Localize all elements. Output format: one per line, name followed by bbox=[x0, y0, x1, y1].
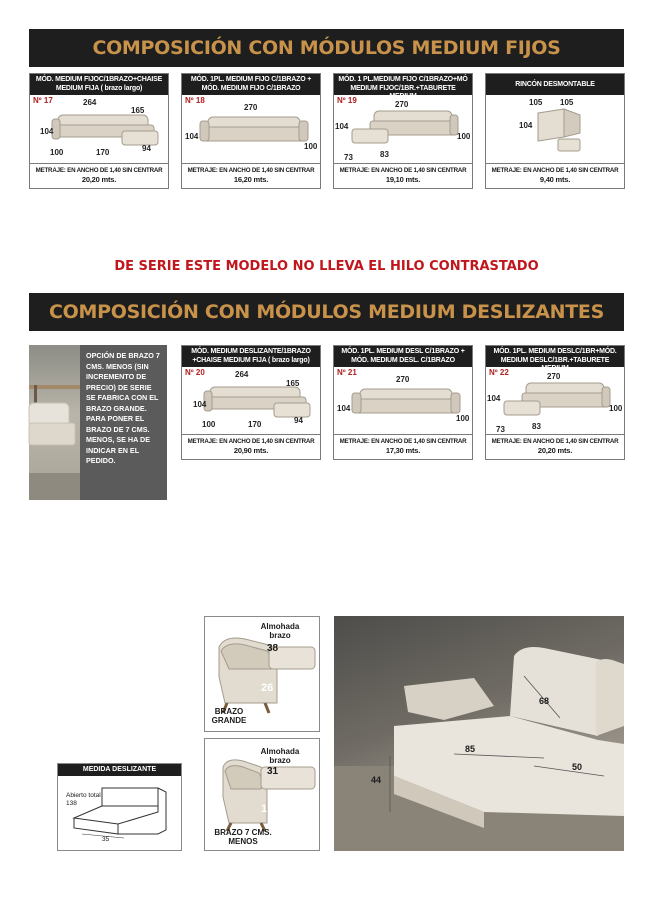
dim-height: 44 bbox=[371, 775, 382, 785]
dim-label: 165 bbox=[131, 106, 145, 115]
pillow-title: Almohada brazo bbox=[260, 747, 300, 765]
dim-label: 100 bbox=[457, 132, 471, 141]
dim-label: 105 bbox=[529, 98, 543, 107]
notice-text: DE SERIE ESTE MODELO NO LLEVA EL HILO CONTRASTADO bbox=[114, 259, 539, 274]
card-footer bbox=[182, 434, 320, 459]
composition-card bbox=[333, 73, 473, 189]
dim-label: 170 bbox=[248, 420, 262, 429]
corner-module-drawing bbox=[534, 107, 584, 155]
arm-option-note: OPCIÓN DE BRAZO 7 CMS. MENOS (SIN INCREMENTO DE PRECIO) DE SERIE SE FABRICA CON EL BRAZO GRANDE. PARA PONER EL BRAZO DE 7 CMS. MENOS, SE HA DE INDICAR EN EL PEDIDO. bbox=[80, 345, 167, 500]
metraje-value: 19,10 mts. bbox=[385, 175, 421, 184]
card-footer bbox=[486, 163, 624, 188]
card-diagram bbox=[182, 95, 320, 162]
card-header: MÓD. MEDIUM DESLIZANTE/1BRAZO +CHAISE MEDIUM FIJA ( brazo largo) bbox=[182, 346, 320, 367]
dim-label: 104 bbox=[337, 404, 351, 413]
arm-detail-small bbox=[204, 738, 320, 851]
card-diagram bbox=[334, 95, 472, 162]
model-number: Nº 21 bbox=[337, 368, 357, 377]
dim-label: 264 bbox=[83, 98, 97, 107]
dim-label: 73 bbox=[496, 425, 505, 434]
dim-label: 165 bbox=[286, 379, 300, 388]
metraje-value: 9,40 mts. bbox=[539, 175, 571, 184]
sofa-chaise-drawing bbox=[52, 109, 162, 149]
dim-back: 68 bbox=[539, 696, 550, 706]
card-footer bbox=[486, 434, 624, 459]
card-diagram bbox=[182, 367, 320, 434]
sofa-drawing bbox=[352, 387, 460, 417]
depth-label: 35 bbox=[102, 836, 110, 843]
metraje-label: METRAJE: EN ANCHO DE 1,40 SIN CENTRAR bbox=[35, 167, 163, 174]
composition-card bbox=[181, 345, 321, 460]
dim-label: 270 bbox=[244, 103, 258, 112]
metraje-label: METRAJE: EN ANCHO DE 1,40 SIN CENTRAR bbox=[491, 167, 619, 174]
card-header: MÓD. MEDIUM FIJOC/1BRAZO+CHAISE MEDIUM FIJA ( brazo largo) bbox=[30, 74, 168, 95]
model-number: Nº 20 bbox=[185, 368, 205, 377]
dim-label: 104 bbox=[40, 127, 54, 136]
dim-label: 104 bbox=[487, 394, 501, 403]
arm-detail-large bbox=[204, 616, 320, 732]
metraje-value: 20,20 mts. bbox=[81, 175, 117, 184]
metraje-value: 17,30 mts. bbox=[385, 446, 421, 455]
metraje-label: METRAJE: EN ANCHO DE 1,40 SIN CENTRAR bbox=[187, 438, 315, 445]
dim-label: 100 bbox=[202, 420, 216, 429]
metraje-value: 20,90 mts. bbox=[233, 446, 269, 455]
sofa-drawing bbox=[200, 115, 308, 145]
pillow-size: 31 bbox=[267, 766, 279, 777]
card-header: RINCÓN DESMONTABLE bbox=[486, 74, 624, 95]
model-number: Nº 19 bbox=[337, 96, 357, 105]
arm-label: BRAZO GRANDE bbox=[211, 707, 247, 725]
sliding-measure-box bbox=[57, 763, 182, 851]
section-title: COMPOSICIÓN CON MÓDULOS MEDIUM FIJOS bbox=[92, 37, 561, 59]
dim-label: 100 bbox=[609, 404, 623, 413]
metraje-value: 16,20 mts. bbox=[233, 175, 269, 184]
metraje-value: 20,20 mts. bbox=[537, 446, 573, 455]
sofa-ottoman-drawing bbox=[500, 379, 610, 421]
dim-label: 100 bbox=[50, 148, 64, 157]
dim-label: 104 bbox=[185, 132, 199, 141]
dim-label: 264 bbox=[235, 370, 249, 379]
composition-card bbox=[29, 73, 169, 189]
dim-label: 105 bbox=[560, 98, 574, 107]
composition-card bbox=[181, 73, 321, 189]
composition-card bbox=[485, 73, 625, 189]
arm-label: BRAZO 7 CMS. MENOS bbox=[214, 828, 272, 846]
card-footer bbox=[30, 163, 168, 188]
sofa-photo-drawing bbox=[334, 616, 624, 851]
dim-label: 170 bbox=[96, 148, 110, 157]
card-diagram bbox=[30, 95, 168, 162]
dim-seat-width: 50 bbox=[572, 762, 583, 772]
open-label: Abierto total 138 bbox=[66, 792, 101, 807]
dim-label: 270 bbox=[547, 372, 561, 381]
dim-label: 83 bbox=[380, 150, 389, 159]
card-footer bbox=[334, 434, 472, 459]
dim-label: 73 bbox=[344, 153, 353, 162]
dim-label: 270 bbox=[396, 375, 410, 384]
card-header: MÓD. 1 PL.MEDIUM FIJO C/1BRAZO+MÓ MEDIUM FIJOC/1BR.+TABURETE MEDIUM bbox=[334, 74, 472, 95]
dim-label: 104 bbox=[519, 121, 533, 130]
card-diagram bbox=[486, 95, 624, 162]
section-banner-fijos bbox=[29, 29, 624, 67]
dim-label: 270 bbox=[395, 100, 409, 109]
metraje-label: METRAJE: EN ANCHO DE 1,40 SIN CENTRAR bbox=[491, 438, 619, 445]
card-diagram bbox=[486, 367, 624, 434]
model-number: Nº 18 bbox=[185, 96, 205, 105]
section-title: COMPOSICIÓN CON MÓDULOS MEDIUM DESLIZANTES bbox=[49, 301, 604, 323]
dim-label: 104 bbox=[335, 122, 349, 131]
sofa-photo-thumbnail bbox=[29, 345, 80, 500]
medida-title: MEDIDA DESLIZANTE bbox=[58, 764, 181, 776]
metraje-label: METRAJE: EN ANCHO DE 1,40 SIN CENTRAR bbox=[187, 167, 315, 174]
section-banner-deslizantes bbox=[29, 293, 624, 331]
card-header: MÓD. 1PL. MEDIUM FIJO C/1BRAZO + MÓD. MEDIUM FIJO C/1BRAZO bbox=[182, 74, 320, 95]
dim-label: 83 bbox=[532, 422, 541, 431]
pillow-title: Almohada brazo bbox=[260, 622, 300, 640]
composition-card bbox=[333, 345, 473, 460]
sliding-seat-drawing bbox=[58, 776, 181, 850]
arm-size: 26 bbox=[261, 682, 274, 694]
dim-label: 100 bbox=[304, 142, 318, 151]
model-number: Nº 22 bbox=[489, 368, 509, 377]
card-header: MÓD. 1PL. MEDIUM DESL C/1BRAZO + MÓD. MEDIUM DESL. C/1BRAZO bbox=[334, 346, 472, 367]
dim-label: 100 bbox=[456, 414, 470, 423]
composition-card bbox=[485, 345, 625, 460]
metraje-label: METRAJE: EN ANCHO DE 1,40 SIN CENTRAR bbox=[339, 167, 467, 174]
dim-label: 94 bbox=[142, 144, 151, 153]
dim-seat-depth: 85 bbox=[465, 744, 476, 754]
card-diagram bbox=[334, 367, 472, 434]
card-header: MÓD. 1PL. MEDIUM DESLC/1BR+MÓD. MEDIUM DESLC/1BR.+TABURETE MEDIUM bbox=[486, 346, 624, 367]
sofa-ottoman-drawing bbox=[348, 107, 458, 149]
dim-label: 94 bbox=[294, 416, 303, 425]
metraje-label: METRAJE: EN ANCHO DE 1,40 SIN CENTRAR bbox=[339, 438, 467, 445]
pillow-size: 38 bbox=[267, 643, 279, 654]
sofa-detail-photo bbox=[334, 616, 624, 851]
model-number: Nº 17 bbox=[33, 96, 53, 105]
arm-size: 19 bbox=[261, 803, 274, 815]
card-footer bbox=[334, 163, 472, 188]
sofa-photo-drawing bbox=[29, 345, 80, 500]
dim-label: 104 bbox=[193, 400, 207, 409]
card-footer bbox=[182, 163, 320, 188]
